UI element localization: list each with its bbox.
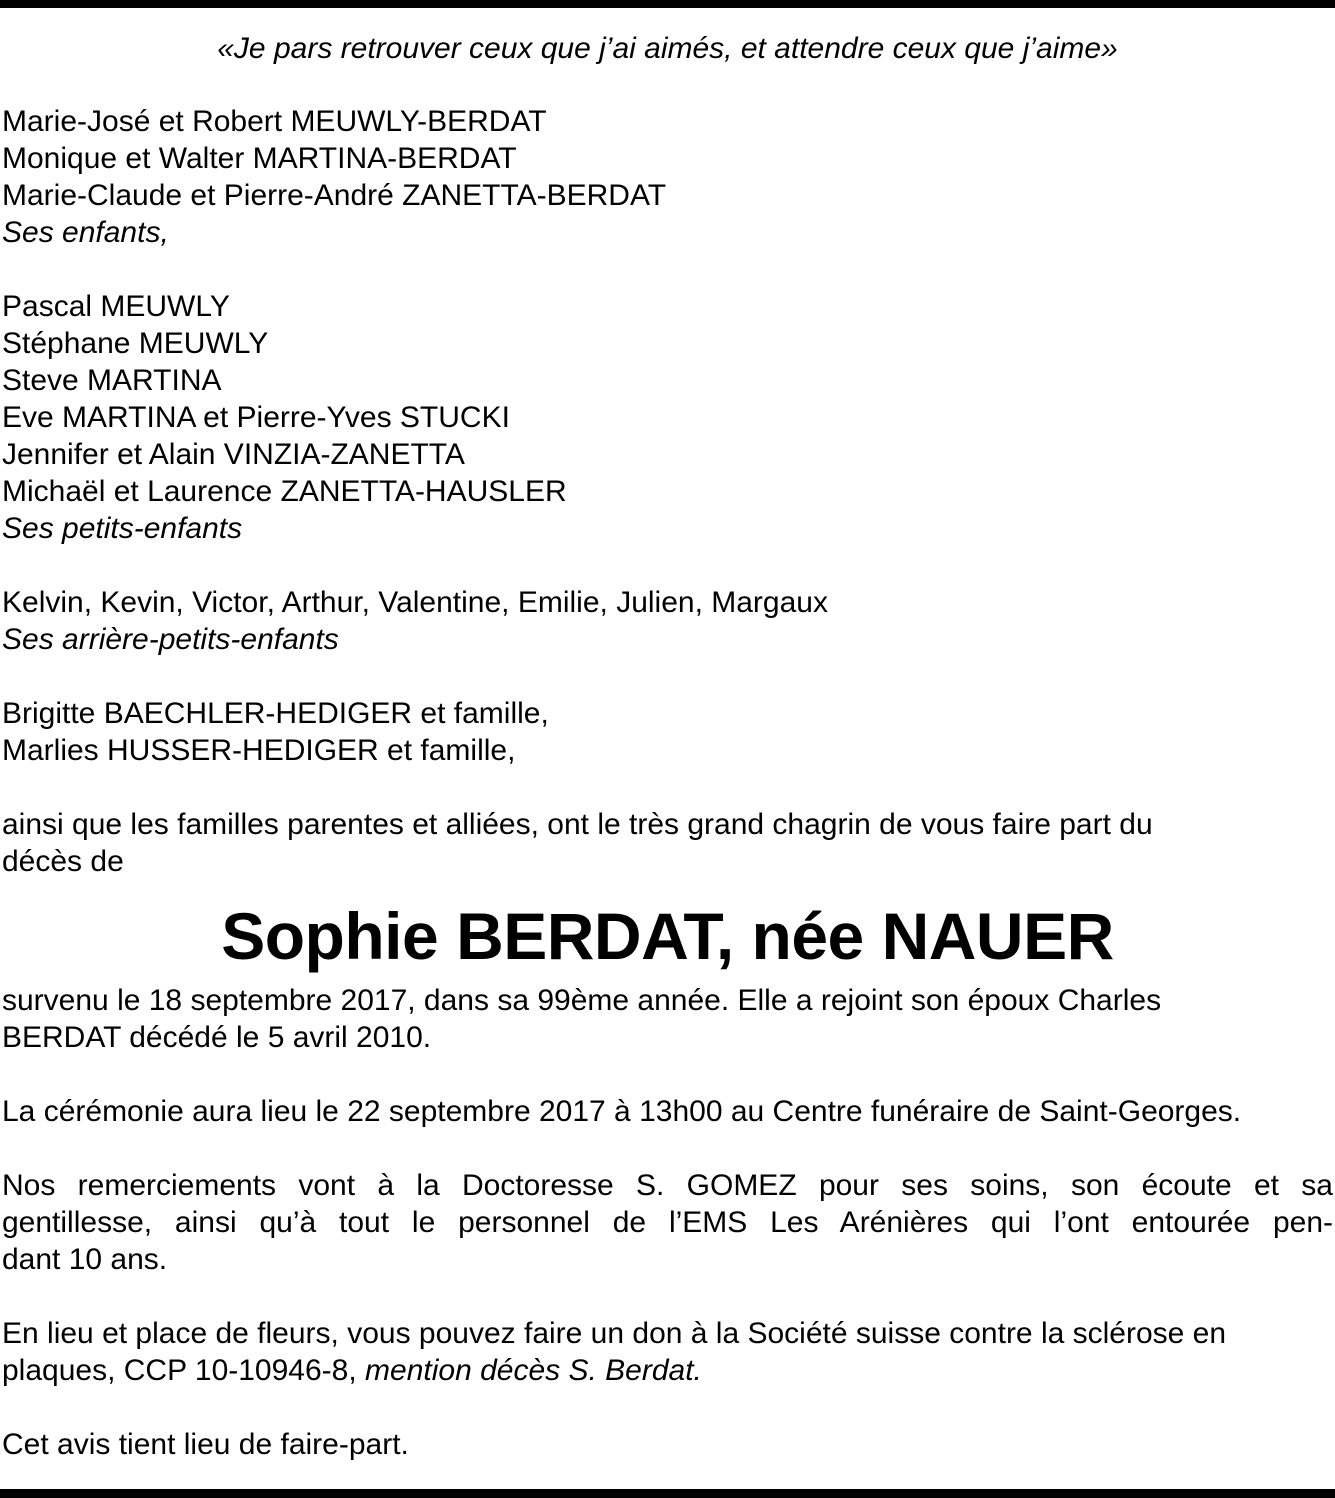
donation-block — [2, 1315, 1333, 1389]
death-details-line: BERDAT décédé le 5 avril 2010. — [2, 1021, 432, 1054]
announcement-line: ainsi que les familles parentes et alliées, ont le très grand chagrin de vous faire part du — [2, 808, 1153, 841]
donation-line — [2, 1352, 1333, 1389]
announcement-line: décès de — [2, 845, 124, 878]
great-grandchildren-block — [2, 584, 1333, 658]
grandchild-name: Steve MARTINA — [2, 364, 222, 397]
great-grandchildren-names: Kelvin, Kevin, Victor, Arthur, Valentine, Emilie, Julien, Margaux — [2, 586, 828, 619]
thanks-line: Nos remerciements vont à la Doctoresse S. GOMEZ pour ses soins, son écoute et sa — [2, 1169, 1333, 1202]
other-family-member: Brigitte BAECHLER-HEDIGER et famille, — [2, 697, 549, 730]
thanks-line: gentillesse, ainsi qu’à tout le personnel de l’EMS Les Arénières qui l’ont entourée pen- — [2, 1206, 1333, 1239]
grandchild-name: Jennifer et Alain VINZIA-ZANETTA — [2, 438, 465, 471]
epigraph-quote: «Je pars retrouver ceux que j’ai aimés, et attendre ceux que j’aime» — [217, 32, 1118, 65]
children-block — [2, 103, 1333, 251]
bottom-rule — [0, 1489, 1335, 1498]
grandchildren-label: Ses petits-enfants — [2, 512, 243, 545]
obituary-notice — [2, 30, 1333, 1463]
announcement-block — [2, 806, 1333, 880]
child-name: Marie-José et Robert MEUWLY-BERDAT — [2, 105, 547, 138]
grandchildren-block — [2, 288, 1333, 547]
grandchild-name: Pascal MEUWLY — [2, 290, 230, 323]
death-details-block — [2, 982, 1333, 1056]
child-name: Monique et Walter MARTINA-BERDAT — [2, 142, 517, 175]
donation-ccp: plaques, CCP 10-10946-8, — [2, 1354, 366, 1387]
top-rule — [0, 0, 1335, 8]
child-name: Marie-Claude et Pierre-André ZANETTA-BERDAT — [2, 179, 667, 212]
thanks-line: dant 10 ans. — [2, 1243, 168, 1276]
ceremony-block — [2, 1093, 1333, 1130]
other-family-member: Marlies HUSSER-HEDIGER et famille, — [2, 734, 516, 767]
ceremony-text: La cérémonie aura lieu le 22 septembre 2017 à 13h00 au Centre funéraire de Saint-Georges. — [2, 1095, 1242, 1128]
death-details-line: survenu le 18 septembre 2017, dans sa 99ème année. Elle a rejoint son époux Charles — [2, 984, 1162, 1017]
grandchild-name: Stéphane MEUWLY — [2, 327, 269, 360]
deceased-name: Sophie BERDAT, née NAUER — [221, 899, 1114, 973]
donation-line: En lieu et place de fleurs, vous pouvez faire un don à la Société suisse contre la sclérose en — [2, 1317, 1227, 1350]
children-label: Ses enfants, — [2, 216, 169, 249]
great-grandchildren-label: Ses arrière-petits-enfants — [2, 623, 339, 656]
thanks-block — [2, 1167, 1333, 1278]
grandchild-name: Eve MARTINA et Pierre-Yves STUCKI — [2, 401, 510, 434]
other-family-block — [2, 695, 1333, 769]
grandchild-name: Michaël et Laurence ZANETTA-HAUSLER — [2, 475, 567, 508]
closing-note: Cet avis tient lieu de faire-part. — [2, 1428, 409, 1461]
donation-mention: mention décès S. Berdat. — [365, 1354, 702, 1387]
